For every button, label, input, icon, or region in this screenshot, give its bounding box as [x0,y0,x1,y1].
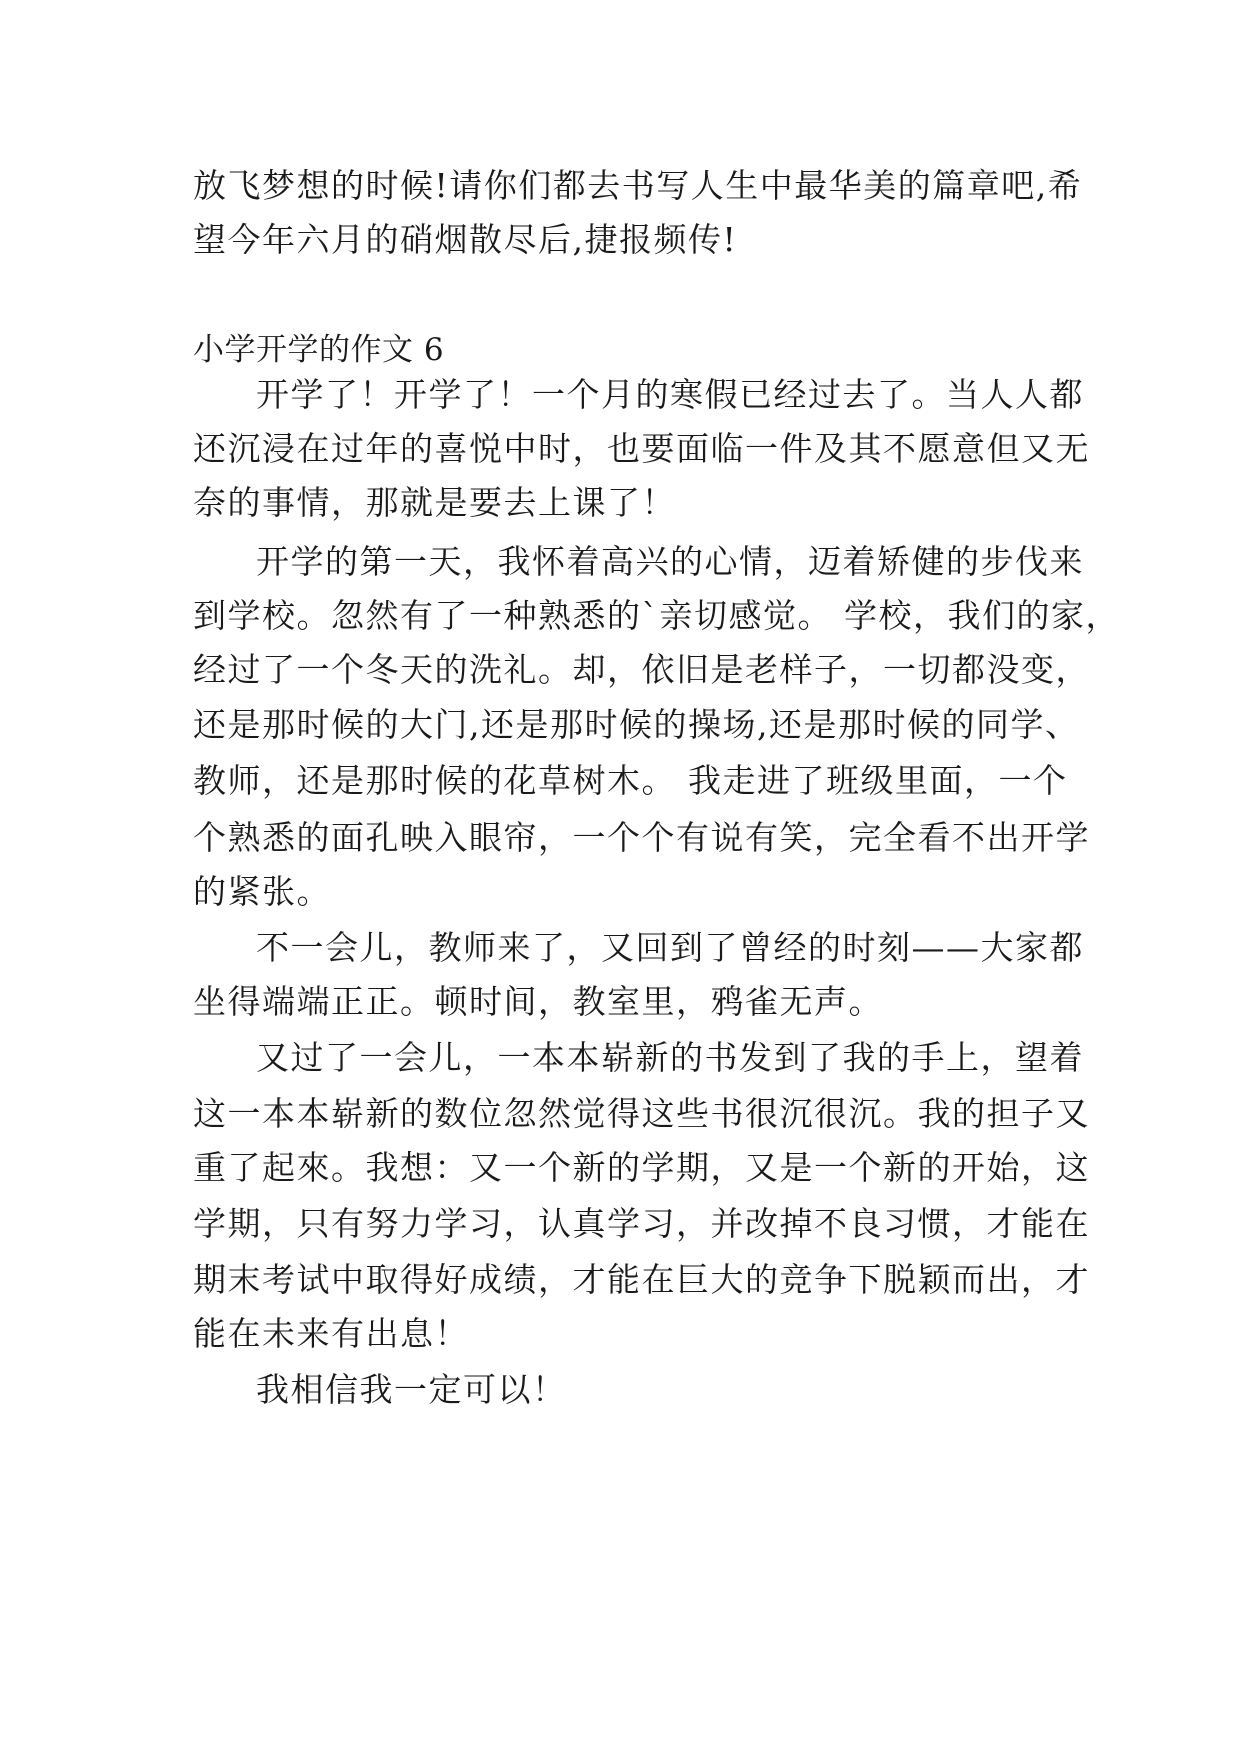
paragraph-line: 个熟悉的面孔映入眼帘，一个个有说有笑，完全看不出开学 [193,818,1090,857]
section-title: 小学开学的作文 6 [193,332,445,368]
paragraph-line: 到学校。忽然有了一种熟悉的`亲切感觉。 学校，我们的家， [193,596,1120,635]
intro-line: 放飞梦想的时候!请你们都去书写人生中最华美的篇章吧,希 [193,166,1083,205]
intro-line: 望今年六月的硝烟散尽后,捷报频传! [193,220,738,259]
paragraph-line: 开学的第一天，我怀着高兴的心情，迈着矫健的步伐来 [256,542,1084,581]
paragraph-line: 这一本本崭新的数位忽然觉得这些书很沉很沉。我的担子又 [193,1094,1090,1133]
paragraph-line: 的紧张。 [193,872,331,911]
paragraph-line: 还沉浸在过年的喜悦中时，也要面临一件及其不愿意但又无 [193,429,1090,468]
paragraph-line: 教师，还是那时候的花草树木。 我走进了班级里面，一个 [193,761,1068,800]
paragraph-line: 奈的事情，那就是要去上课了！ [193,483,676,522]
paragraph-line: 重了起來。我想：又一个新的学期，又是一个新的开始，这 [193,1148,1090,1187]
paragraph-line: 期末考试中取得好成绩，才能在巨大的竞争下脱颖而出，才 [193,1260,1090,1299]
paragraph-line: 又过了一会儿，一本本崭新的书发到了我的手上，望着 [256,1038,1084,1077]
paragraph-line: 还是那时候的大门,还是那时候的操场,还是那时候的同学、 [193,705,1080,744]
paragraph-line: 我相信我一定可以！ [256,1370,567,1409]
paragraph-line: 开学了！开学了！一个月的寒假已经过去了。当人人都 [256,375,1084,414]
paragraph-line: 不一会儿，教师来了，又回到了曾经的时刻——大家都 [256,928,1084,967]
paragraph-line: 能在未来有出息！ [193,1314,469,1353]
paragraph-line: 坐得端端正正。顿时间，教室里，鸦雀无声。 [193,982,883,1021]
paragraph-line: 经过了一个冬天的洗礼。却，依旧是老样子，一切都没变， [193,650,1090,689]
paragraph-line: 学期，只有努力学习，认真学习，并改掉不良习惯，才能在 [193,1204,1090,1243]
